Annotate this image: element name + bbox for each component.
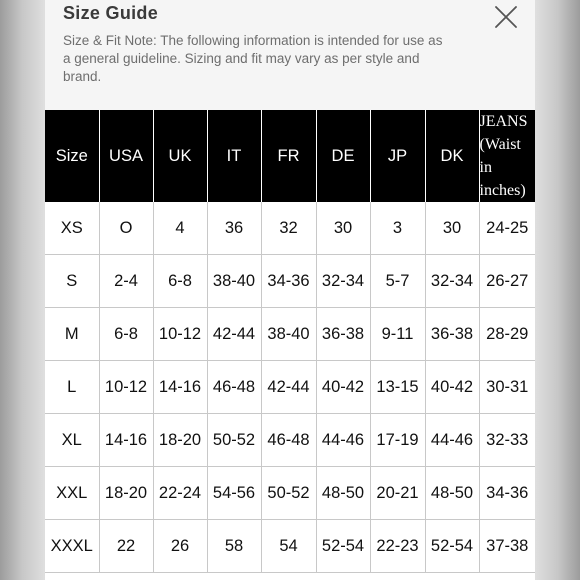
- cell-it: 54-56: [207, 467, 261, 520]
- column-header-it: IT: [207, 110, 261, 202]
- cell-de: 52-54: [316, 520, 370, 573]
- column-header-jp: JP: [370, 110, 425, 202]
- cell-usa: 6-8: [99, 308, 153, 361]
- cell-fr: 38-40: [261, 308, 316, 361]
- cell-de: 30: [316, 202, 370, 255]
- cell-uk: 6-8: [153, 255, 207, 308]
- table-row: [45, 467, 535, 520]
- cell-fr: 50-52: [261, 467, 316, 520]
- column-header-fr: FR: [261, 110, 316, 202]
- cell-de: 40-42: [316, 361, 370, 414]
- table-header-row: [45, 110, 535, 202]
- cell-it: 58: [207, 520, 261, 573]
- cell-usa: 14-16: [99, 414, 153, 467]
- column-header-de: DE: [316, 110, 370, 202]
- cell-jp: 3: [370, 202, 425, 255]
- cell-it: 36: [207, 202, 261, 255]
- cell-uk: 10-12: [153, 308, 207, 361]
- cell-jeans: 28-29: [479, 308, 535, 361]
- cell-it: 42-44: [207, 308, 261, 361]
- cell-usa: 18-20: [99, 467, 153, 520]
- column-header-size: Size: [45, 110, 99, 202]
- cell-de: 48-50: [316, 467, 370, 520]
- cell-jp: 9-11: [370, 308, 425, 361]
- cell-dk: 48-50: [425, 467, 479, 520]
- cell-fr: 42-44: [261, 361, 316, 414]
- cell-it: 38-40: [207, 255, 261, 308]
- cell-jp: 5-7: [370, 255, 425, 308]
- cell-size: XS: [45, 202, 99, 255]
- cell-fr: 32: [261, 202, 316, 255]
- cell-usa: 22: [99, 520, 153, 573]
- cell-fr: 54: [261, 520, 316, 573]
- cell-size: XXXL: [45, 520, 99, 573]
- cell-jeans: 30-31: [479, 361, 535, 414]
- cell-uk: 26: [153, 520, 207, 573]
- cell-size: M: [45, 308, 99, 361]
- cell-jeans: 37-38: [479, 520, 535, 573]
- table-row: [45, 202, 535, 255]
- cell-size: XL: [45, 414, 99, 467]
- cell-dk: 32-34: [425, 255, 479, 308]
- column-header-usa: USA: [99, 110, 153, 202]
- cell-size: S: [45, 255, 99, 308]
- cell-uk: 18-20: [153, 414, 207, 467]
- cell-jp: 22-23: [370, 520, 425, 573]
- cell-dk: 36-38: [425, 308, 479, 361]
- cell-uk: 14-16: [153, 361, 207, 414]
- table-row: [45, 414, 535, 467]
- size-chart-table: [45, 110, 535, 573]
- column-header-dk: DK: [425, 110, 479, 202]
- table-row: [45, 255, 535, 308]
- cell-uk: 4: [153, 202, 207, 255]
- table-row: [45, 308, 535, 361]
- cell-jeans: 34-36: [479, 467, 535, 520]
- column-header-uk: UK: [153, 110, 207, 202]
- cell-jp: 20-21: [370, 467, 425, 520]
- modal-title: Size Guide: [63, 3, 159, 23]
- size-fit-note: Size & Fit Note: The following information is intended for use as a general guideline. Sizing and fit may vary as per style and brand.: [63, 33, 443, 84]
- cell-uk: 22-24: [153, 467, 207, 520]
- cell-de: 36-38: [316, 308, 370, 361]
- table-row: [45, 520, 535, 573]
- table-row: [45, 361, 535, 414]
- cell-jeans: 26-27: [479, 255, 535, 308]
- cell-size: XXL: [45, 467, 99, 520]
- cell-dk: 52-54: [425, 520, 479, 573]
- modal-header: [45, 0, 535, 110]
- cell-dk: 30: [425, 202, 479, 255]
- cell-usa: 10-12: [99, 361, 153, 414]
- cell-usa: 2-4: [99, 255, 153, 308]
- cell-de: 32-34: [316, 255, 370, 308]
- cell-usa: O: [99, 202, 153, 255]
- close-button[interactable]: [493, 4, 519, 30]
- cell-dk: 44-46: [425, 414, 479, 467]
- cell-jp: 13-15: [370, 361, 425, 414]
- cell-size: L: [45, 361, 99, 414]
- cell-fr: 46-48: [261, 414, 316, 467]
- cell-it: 50-52: [207, 414, 261, 467]
- cell-jeans: 32-33: [479, 414, 535, 467]
- cell-jeans: 24-25: [479, 202, 535, 255]
- size-guide-modal: [45, 0, 535, 580]
- cell-it: 46-48: [207, 361, 261, 414]
- cell-jp: 17-19: [370, 414, 425, 467]
- cell-fr: 34-36: [261, 255, 316, 308]
- column-header-jeans: JEANS (Waist in inches): [479, 110, 535, 202]
- cell-de: 44-46: [316, 414, 370, 467]
- cell-dk: 40-42: [425, 361, 479, 414]
- close-icon: [493, 4, 519, 30]
